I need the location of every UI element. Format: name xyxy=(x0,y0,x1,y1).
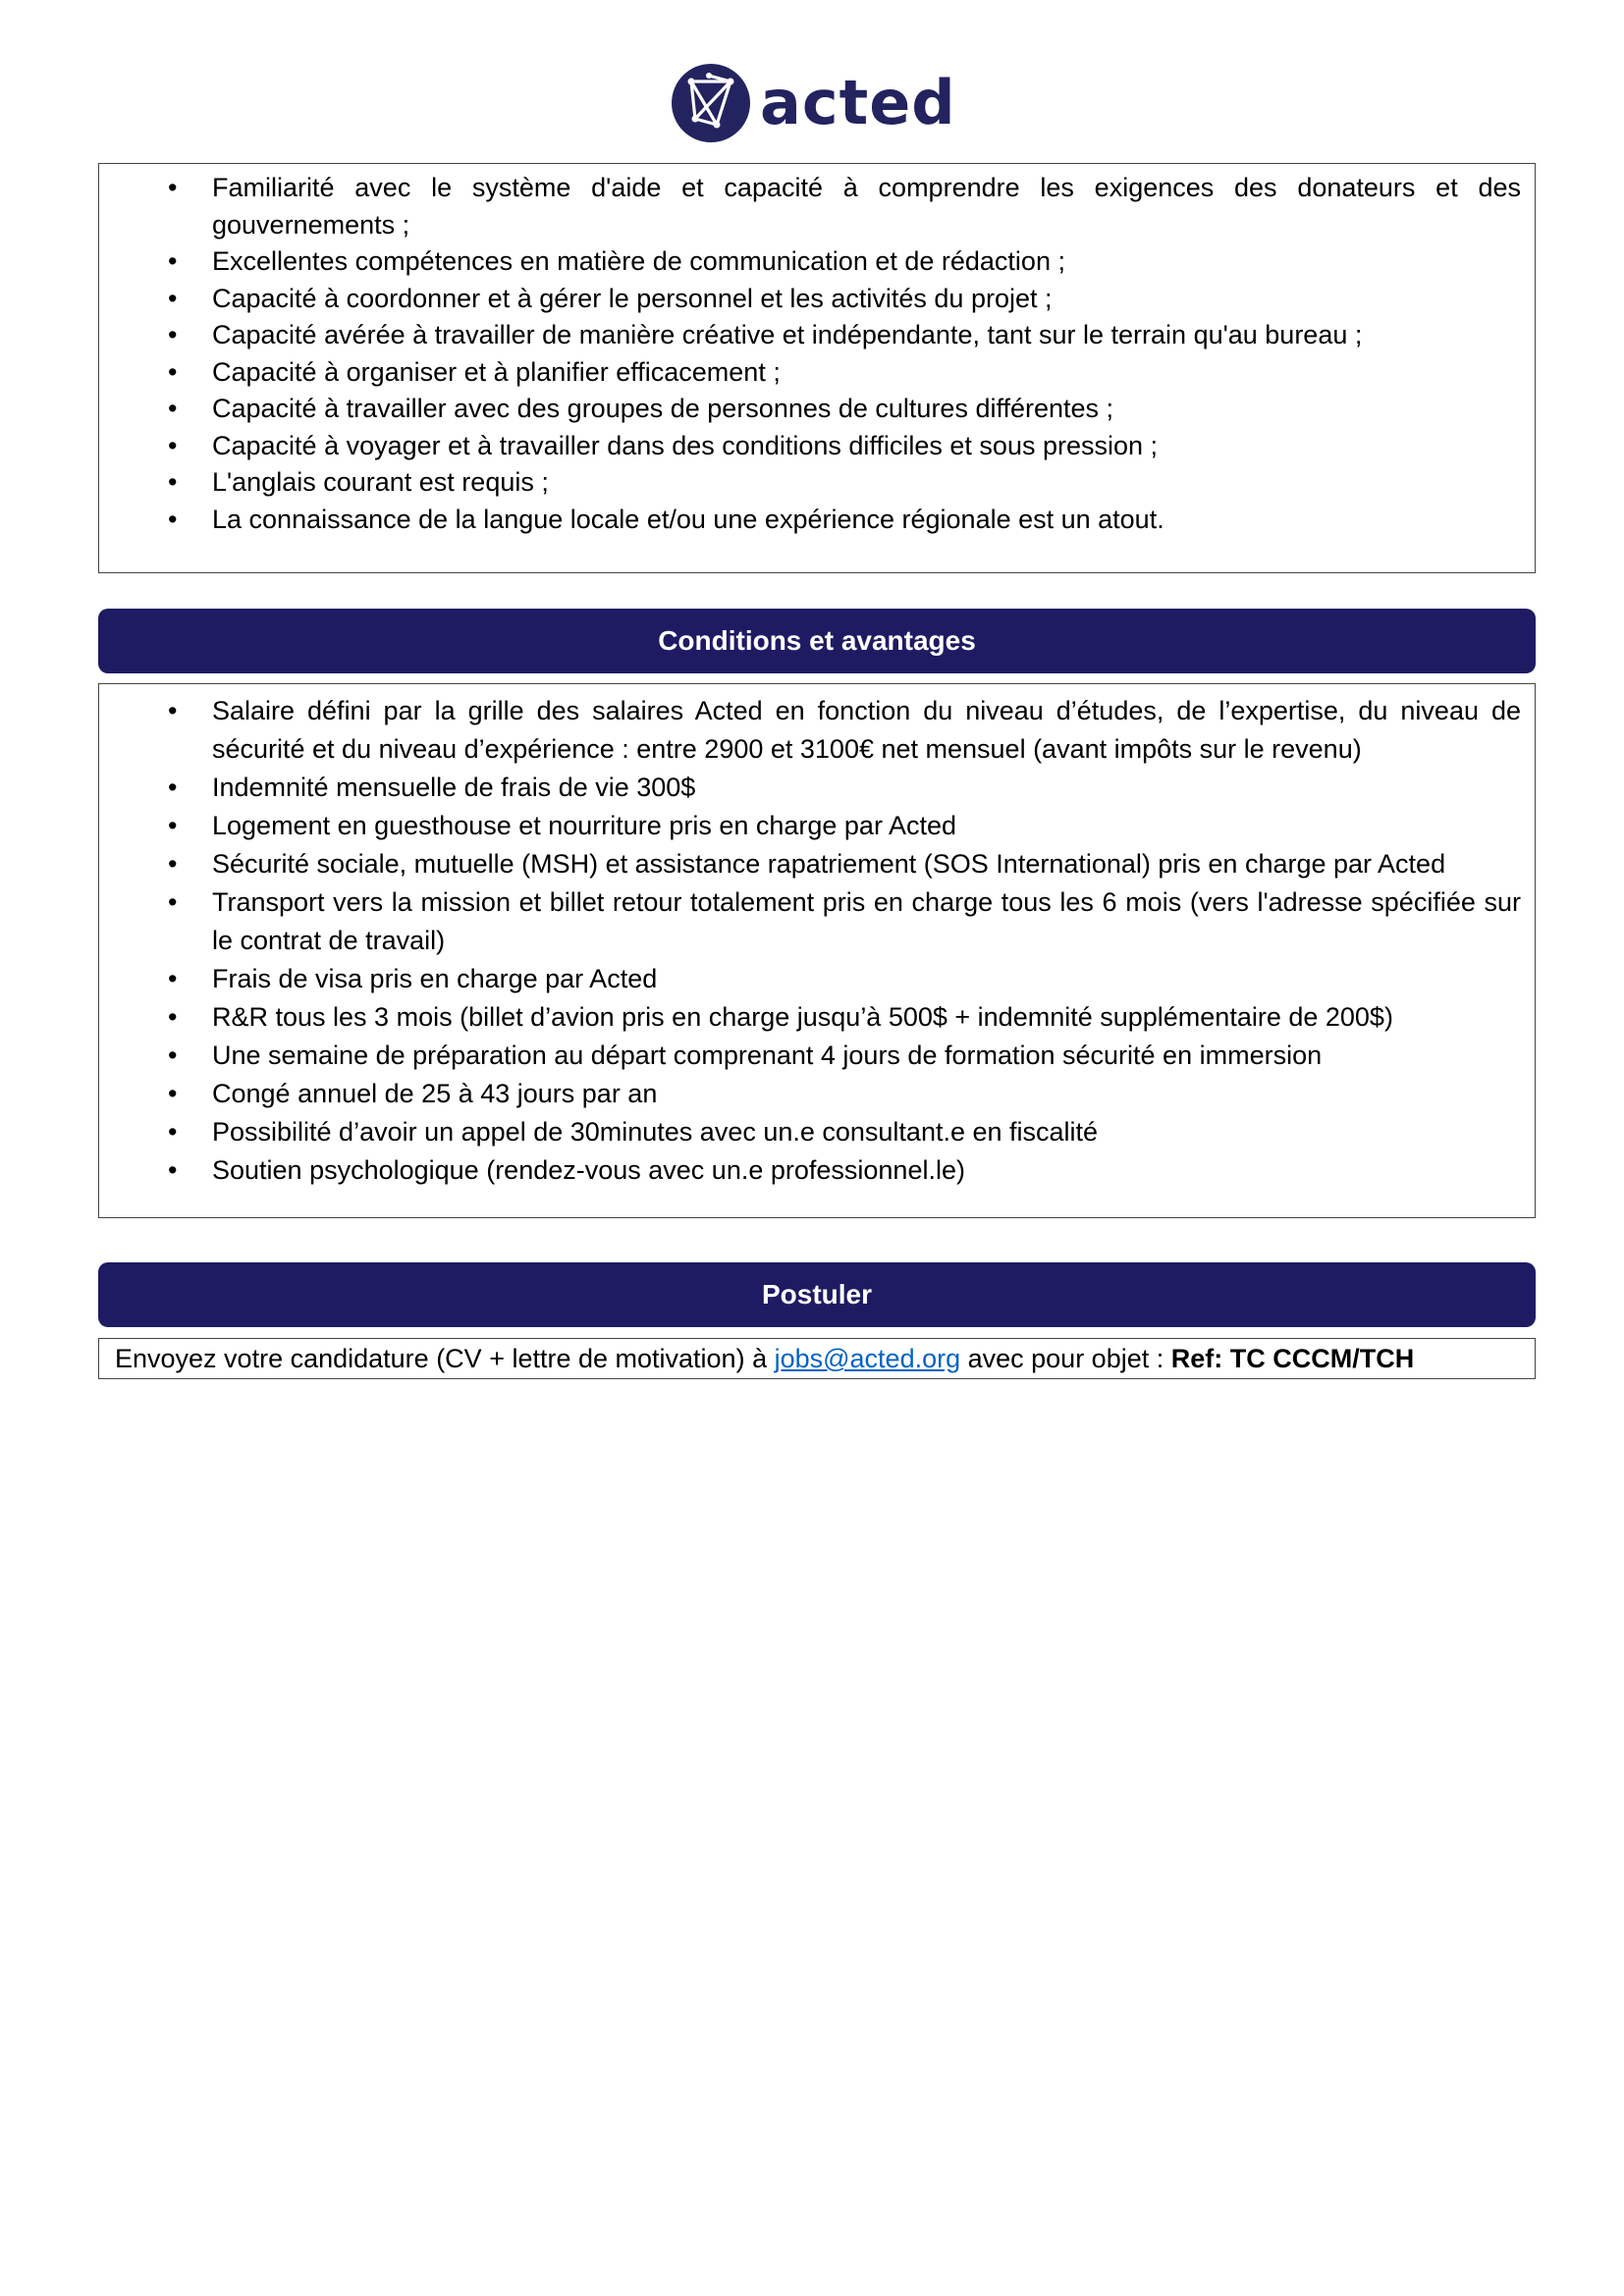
list-item: • Capacité à voyager et à travailler dans des conditions difficiles et sous pression ; xyxy=(99,428,1535,465)
apply-instructions xyxy=(115,1341,1414,1377)
conditions-list xyxy=(99,692,1535,1190)
section-title-conditions: Conditions et avantages xyxy=(658,625,976,656)
section-title-apply: Postuler xyxy=(761,1279,873,1309)
list-item: • Possibilité d’avoir un appel de 30minutes avec un.e consultant.e en fiscalité xyxy=(99,1113,1535,1151)
list-item: • La connaissance de la langue locale et/ou une expérience régionale est un atout. xyxy=(99,502,1535,539)
list-item: • Congé annuel de 25 à 43 jours par an xyxy=(99,1075,1535,1113)
list-item: • Familiarité avec le système d'aide et capacité à comprendre les exigences des donateurs et des gouvernements ; xyxy=(99,170,1535,243)
conditions-box xyxy=(98,683,1536,1218)
job-reference: Ref: TC CCCM/TCH xyxy=(1170,1344,1415,1373)
requirements-list xyxy=(99,170,1535,538)
list-item: • Capacité à coordonner et à gérer le personnel et les activités du projet ; xyxy=(99,281,1535,318)
list-item: • Logement en guesthouse et nourriture pris en charge par Acted xyxy=(99,807,1535,845)
list-item: • L'anglais courant est requis ; xyxy=(99,464,1535,502)
list-item: • Salaire défini par la grille des salaires Acted en fonction du niveau d’études, de l’expertise, du niveau de sécurité et du niveau d’expérience : entre 2900 et 3100€ net mensuel (avant impôts sur le revenu) xyxy=(99,692,1535,769)
list-item: • Indemnité mensuelle de frais de vie 300$ xyxy=(99,769,1535,807)
acted-globe-logo-icon xyxy=(672,64,750,142)
list-item: • Capacité à travailler avec des groupes de personnes de cultures différentes ; xyxy=(99,391,1535,428)
list-item: • Transport vers la mission et billet retour totalement pris en charge tous les 6 mois (vers l'adresse spécifiée sur le contrat de travail) xyxy=(99,883,1535,960)
apply-text-before: Envoyez votre candidature (CV + lettre de motivation) à xyxy=(115,1344,775,1373)
section-header-apply xyxy=(98,1262,1536,1327)
list-item: • Une semaine de préparation au départ comprenant 4 jours de formation sécurité en immersion xyxy=(99,1037,1535,1075)
logo-wordmark: acted xyxy=(760,67,956,138)
apply-text-middle: avec pour objet : xyxy=(960,1344,1171,1373)
list-item: • R&R tous les 3 mois (billet d’avion pris en charge jusqu’à 500$ + indemnité supplémentaire de 200$) xyxy=(99,998,1535,1037)
list-item: • Soutien psychologique (rendez-vous avec un.e professionnel.le) xyxy=(99,1151,1535,1190)
acted-logo xyxy=(672,61,956,145)
requirements-box xyxy=(98,163,1536,573)
list-item: • Capacité à organiser et à planifier efficacement ; xyxy=(99,354,1535,392)
section-header-conditions xyxy=(98,609,1536,673)
list-item: • Frais de visa pris en charge par Acted xyxy=(99,960,1535,998)
list-item: • Excellentes compétences en matière de communication et de rédaction ; xyxy=(99,243,1535,281)
apply-box xyxy=(98,1338,1536,1379)
list-item: • Capacité avérée à travailler de manière créative et indépendante, tant sur le terrain qu'au bureau ; xyxy=(99,317,1535,354)
list-item: • Sécurité sociale, mutuelle (MSH) et assistance rapatriement (SOS International) pris en charge par Acted xyxy=(99,845,1535,883)
email-link[interactable]: jobs@acted.org xyxy=(774,1344,961,1373)
